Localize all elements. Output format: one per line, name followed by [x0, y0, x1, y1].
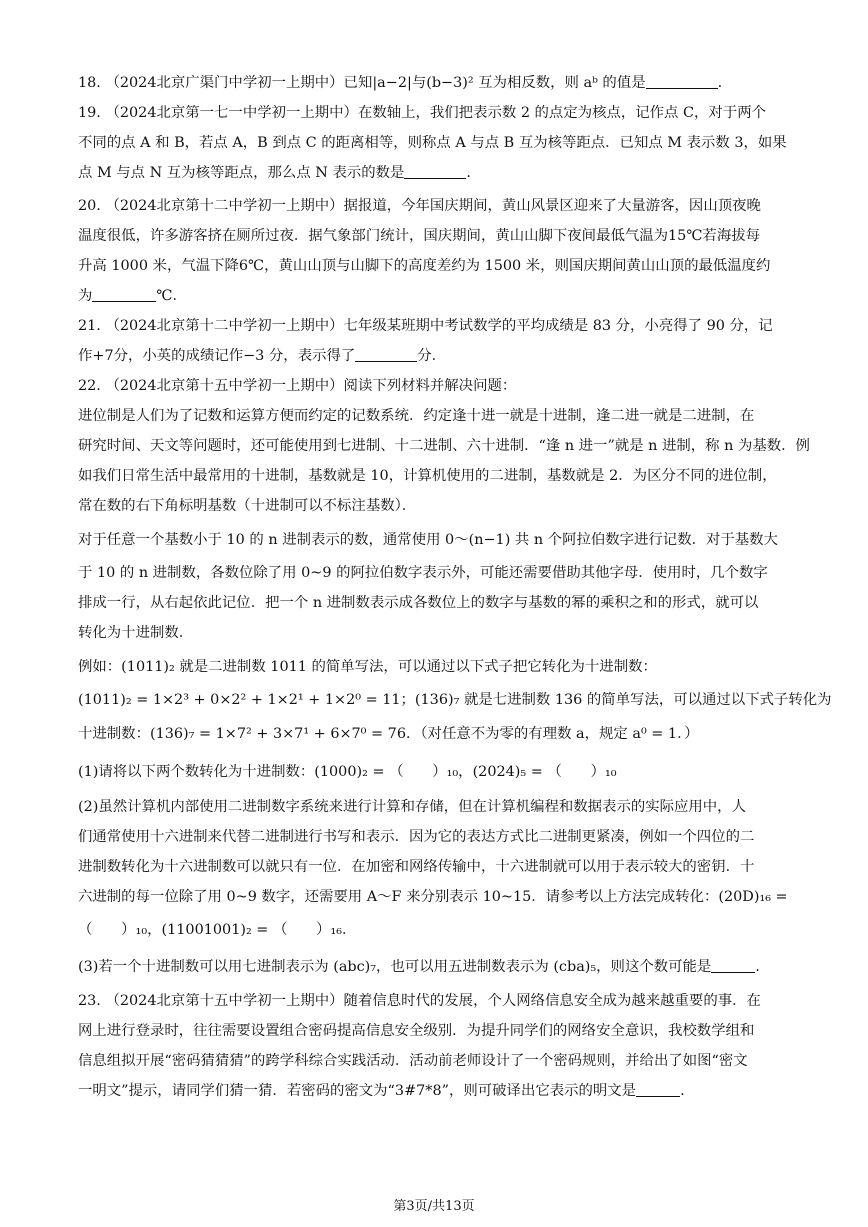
question-20-line-4: 为 ℃．	[78, 288, 187, 304]
question-19-line-3: 点 M 与点 N 互为核等距点，那么点 N 表示的数是 .	[78, 165, 471, 181]
example-line-3: 十进制数：(136)₇ = 1×7² + 3×7¹ + 6×7⁰ = 76．（对任意不为零的有理数 a，规定 a⁰ = 1．）	[78, 726, 699, 742]
subquestion-2-line-1: (2)虽然计算机内部使用二进制数字系统来进行计算和存储，但在计算机编程和数据表示的实际应用中，人	[78, 799, 746, 815]
question-23-line-1: 23. （2024北京第十五中学初一上期中）随着信息时代的发展，个人网络信息安全成为越来越重要的事．在	[78, 993, 761, 1009]
example-line-2: (1011)₂ = 1×2³ + 0×2² + 1×2¹ + 1×2⁰ = 11；(136)₇ 就是七进制数 136 的简单写法，可以通过以下式子转化为	[78, 692, 832, 708]
question-18: 18. （2024北京广渠门中学初一上期中）已知|a−2|与(b−3)² 互为相反数，则 aᵇ 的值是 .	[78, 75, 723, 91]
answer-blank-19[interactable]	[404, 163, 466, 179]
question-18-text: 18. （2024北京广渠门中学初一上期中）已知|a−2|与(b−3)² 互为相反数，则 aᵇ 的值是	[78, 75, 646, 91]
question-20-line-3: 升高 1000 米，气温下降6℃，黄山山顶与山脚下的高度差约为 1500 米，则国庆期间黄山山顶的最低温度约	[78, 258, 771, 274]
material-para-1-line-2: 研究时间、天文等问题时，还可能使用到七进制、十二进制、六十进制．“逢 n 进一”就是 n 进制，称 n 为基数．例	[78, 438, 810, 454]
subquestion-2-line-3: 进制数转化为十六进制数可以就只有一位．在加密和网络传输中，十六进制就可以用于表示较大的密钥．十	[78, 859, 755, 875]
question-22-heading: 22. （2024北京第十五中学初一上期中）阅读下列材料并解决问题：	[78, 378, 517, 394]
material-para-2-line-3: 排成一行，从右起依此记位．把一个 n 进制数表示成各数位上的数字与基数的幂的乘积之和的形式，就可以	[78, 595, 759, 611]
subquestion-3: (3)若一个十进制数可以用七进制表示为 (abc)₇，也可以用五进制数表示为 (cba)₅，则这个数可能是 .	[78, 959, 760, 975]
question-23-line-2: 网上进行登录时，往往需要设置组合密码提高信息安全级别．为提升同学们的网络安全意识，我校数学组和	[78, 1023, 755, 1039]
material-para-1-line-4: 常在数的右下角标明基数（十进制可以不标注基数）．	[78, 498, 417, 514]
answer-blank-20[interactable]	[92, 286, 156, 302]
answer-blank-23[interactable]	[636, 1081, 680, 1097]
material-para-2-line-4: 转化为十进制数．	[78, 625, 194, 641]
question-21-line-2: 作+7分，小英的成绩记作−3 分，表示得了 分．	[78, 348, 447, 364]
subquestion-2-line-4: 六进制的每一位除了用 0~9 数字，还需要用 A～F 来分别表示 10~15．请参考以上方法完成转化：(20D)₁₆ =	[78, 889, 788, 905]
example-line-1: 例如：(1011)₂ 就是二进制数 1011 的简单写法，可以通过以下式子把它转化为十进制数：	[78, 659, 657, 675]
question-23-line-3: 信息组拟开展“密码猜猜猜”的跨学科综合实践活动．活动前老师设计了一个密码规则，并给出了如图“密文	[78, 1053, 748, 1069]
question-21-line-1: 21. （2024北京第十二中学初一上期中）七年级某班期中考试数学的平均成绩是 83 分，小亮得了 90 分，记	[78, 318, 773, 334]
subquestion-2-line-5: （ ）₁₀，(11001001)₂ = （ ）₁₆．	[78, 922, 357, 938]
question-19-line-1: 19. （2024北京第一七一中学初一上期中）在数轴上，我们把表示数 2 的点定为核点，记作点 C，对于两个	[78, 105, 766, 121]
material-para-1-line-1: 进位制是人们为了记数和运算方便而约定的记数系统．约定逢十进一就是十进制，逢二进一就是二进制，在	[78, 408, 755, 424]
question-23-line-4: 一明文”提示，请同学们猜一猜．若密码的密文为“3#7*8”，则可破译出它表示的明文是 .	[78, 1083, 685, 1099]
material-para-2-line-1: 对于任意一个基数小于 10 的 n 进制表示的数，通常使用 0～(n−1) 共 n 个阿拉伯数字进行记数．对于基数大	[78, 532, 778, 548]
answer-blank-21[interactable]	[355, 346, 417, 362]
subquestion-2-line-2: 们通常使用十六进制来代替二进制进行书写和表示．因为它的表达方式比二进制更紧凑，例如一个四位的二	[78, 829, 755, 845]
question-19-line-2: 不同的点 A 和 B，若点 A，B 到点 C 的距离相等，则称点 A 与点 B 互为核等距点．已知点 M 表示数 3，如果	[78, 135, 787, 151]
material-para-2-line-2: 于 10 的 n 进制数，各数位除了用 0~9 的阿拉伯数字表示外，可能还需要借助其他字母．使用时，几个数字	[78, 565, 768, 581]
answer-blank-22-3[interactable]	[711, 957, 755, 973]
page-number: 第3页/共13页	[393, 1199, 475, 1214]
subquestion-1: (1)请将以下两个数转化为十进制数：(1000)₂ = （ ）₁₀，(2024)₅ = （ ）₁₀	[78, 764, 617, 780]
question-20-line-1: 20. （2024北京第十二中学初一上期中）据报道，今年国庆期间，黄山风景区迎来了大量游客，因山顶夜晚	[78, 198, 761, 214]
material-para-1-line-3: 如我们日常生活中最常用的十进制，基数就是 10，计算机使用的二进制，基数就是 2．为区分不同的进位制，	[78, 468, 777, 484]
answer-blank-18[interactable]	[646, 73, 718, 89]
question-20-line-2: 温度很低，许多游客挤在厕所过夜．据气象部门统计，国庆期间，黄山山脚下夜间最低气温为15℃若海拔每	[78, 228, 760, 244]
